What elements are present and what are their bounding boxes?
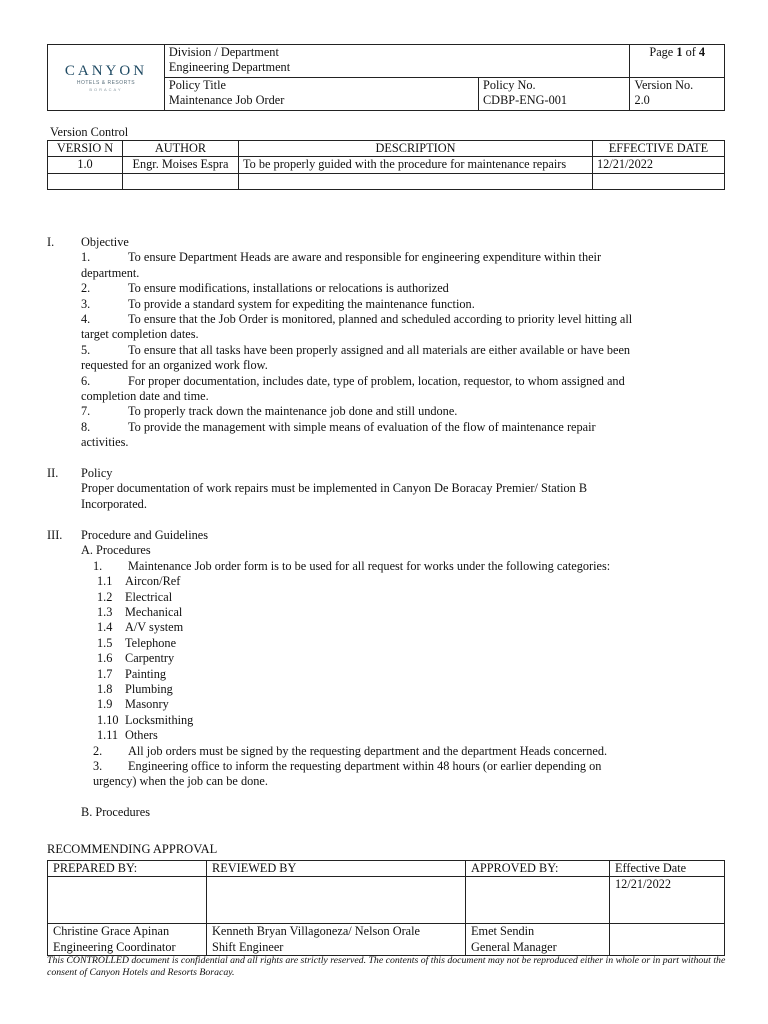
effective-date-value: 12/21/2022 — [610, 877, 725, 924]
category-number: 1.8 — [97, 682, 113, 696]
category-number: 1.6 — [97, 651, 113, 666]
category-label: Painting — [125, 666, 166, 681]
procedure-item-number: 3. — [93, 759, 103, 773]
name-row — [48, 924, 725, 956]
subsection-a-title: A. Procedures — [81, 543, 151, 558]
page-current: 1 — [676, 45, 683, 59]
version-control-label: Version Control — [50, 125, 129, 139]
objective-item-text: requested for an organized work flow. — [81, 358, 268, 373]
category-label: Electrical — [125, 589, 173, 604]
approved-name: Emet Sendin — [471, 924, 535, 939]
category-number: 1.10 — [97, 712, 119, 727]
approval-table — [47, 860, 725, 956]
category-number: 1.9 — [97, 697, 113, 712]
prepared-title: Engineering Coordinator — [53, 939, 176, 954]
section-title: Procedure and Guidelines — [81, 528, 209, 542]
category-label: Plumbing — [125, 682, 173, 696]
confidentiality-notice: This CONTROLLED document is confidential and all rights are strictly reserved. The contents of this document may not be reproduced either in whole or in part without the consent of Canyon Hotels and Resorts Boracay. — [47, 955, 726, 978]
policy-title-cell — [164, 78, 478, 111]
header-version: VERSIO N — [48, 141, 123, 157]
page-total: 4 — [698, 45, 706, 59]
objective-item-text: department. — [81, 265, 140, 280]
objective-item-number: 3. — [81, 296, 91, 311]
category-label: A/V system — [125, 620, 184, 635]
version-cell: 1.0 — [48, 157, 123, 173]
description-cell — [239, 173, 593, 189]
category-number: 1.4 — [97, 620, 113, 635]
approved-by-cell — [466, 924, 610, 956]
category-label: Others — [125, 728, 158, 743]
objective-item-number: 8. — [81, 419, 91, 434]
objective-item-number: 7. — [81, 404, 91, 419]
policy-text-line: Incorporated. — [81, 496, 147, 511]
header-effective-date: EFFECTIVE DATE — [593, 141, 725, 157]
approved-title: General Manager — [471, 939, 557, 954]
category-label: Carpentry — [125, 651, 175, 666]
header-description: DESCRIPTION — [239, 141, 593, 157]
prepared-by-cell — [48, 924, 207, 956]
version-number-label: Version No. — [634, 78, 694, 92]
category-number: 1.5 — [97, 635, 113, 650]
procedure-item-text: Maintenance Job order form is to be used for all request for works under the following categories: — [128, 558, 611, 573]
procedure-item-text: urgency) when the job can be done. — [93, 774, 268, 789]
objective-item-text: To provide a standard system for expediting the maintenance function. — [128, 296, 475, 311]
policy-title-value: Maintenance Job Order — [168, 93, 285, 108]
header-prepared-by: PREPARED BY: — [48, 861, 207, 877]
policy-title-label: Policy Title — [168, 78, 226, 92]
policy-number-value: CDBP-ENG-001 — [482, 93, 568, 108]
objective-item-text: To ensure that the Job Order is monitored, planned and scheduled according to priority level hitting all — [128, 312, 633, 326]
author-cell — [123, 173, 239, 189]
subsection-b-title: B. Procedures — [81, 805, 150, 819]
objective-item-text: To provide the management with simple means of evaluation of the flow of maintenance repair — [128, 419, 596, 434]
category-label: Mechanical — [125, 605, 183, 619]
objective-item-text: activities. — [81, 435, 129, 450]
procedure-item-number: 1. — [93, 558, 103, 573]
page-number-cell — [630, 45, 725, 78]
procedure-item-text: All job orders must be signed by the requesting department and the department Heads concerned. — [128, 743, 608, 758]
category-label: Masonry — [125, 697, 169, 712]
division-label: Division / Department — [168, 45, 279, 59]
recommending-approval-label: RECOMMENDING APPROVAL — [47, 842, 218, 856]
policy-number-label: Policy No. — [482, 78, 536, 92]
objective-item-text: To ensure Department Heads are aware and responsible for engineering expenditure within their — [128, 250, 602, 265]
table-row — [48, 157, 725, 173]
objective-item-text: completion date and time. — [81, 389, 209, 403]
logo-location: BORACAY — [89, 86, 123, 92]
version-control-table — [47, 140, 725, 190]
objective-item-number: 4. — [81, 312, 91, 326]
reviewed-name: Kenneth Bryan Villagoneza/ Nelson Orale — [212, 924, 421, 939]
section-number: II. — [47, 466, 59, 480]
category-label: Aircon/Ref — [125, 574, 181, 589]
section-title: Objective — [81, 235, 129, 249]
approval-header-row — [48, 861, 725, 877]
table-row — [48, 173, 725, 189]
prepared-name: Christine Grace Apinan — [53, 924, 170, 939]
empty-cell — [610, 924, 725, 956]
category-number: 1.11 — [97, 728, 119, 743]
objective-item-number: 1. — [81, 250, 91, 265]
policy-number-cell — [478, 78, 629, 111]
category-number: 1.7 — [97, 666, 113, 681]
section-number: III. — [47, 528, 63, 542]
objective-item-text: To properly track down the maintenance job done and still undone. — [128, 404, 458, 419]
procedure-item-number: 2. — [93, 743, 103, 758]
category-number: 1.1 — [97, 574, 113, 589]
version-control-header-row — [48, 141, 725, 157]
header-approved-by: APPROVED BY: — [466, 861, 610, 877]
procedure-item-text: Engineering office to inform the requesting department within 48 hours (or earlier depending on — [128, 759, 602, 773]
prepared-signature-cell — [48, 877, 207, 924]
page-mid: of — [682, 45, 699, 59]
category-label: Locksmithing — [125, 712, 194, 727]
division-cell — [164, 45, 630, 78]
version-number-cell — [630, 78, 725, 111]
version-cell — [48, 173, 123, 189]
category-number: 1.2 — [97, 589, 113, 604]
objective-item-number: 5. — [81, 342, 91, 357]
reviewed-title: Shift Engineer — [212, 939, 284, 954]
section-number: I. — [47, 235, 55, 249]
page-prefix: Page — [649, 45, 677, 59]
objective-item-text: target completion dates. — [81, 327, 199, 342]
header-author: AUTHOR — [123, 141, 239, 157]
policy-text-line: Proper documentation of work repairs must be implemented in Canyon De Boracay Premier/ Station B — [81, 481, 588, 496]
company-logo — [48, 45, 165, 111]
document-header-table — [47, 44, 725, 111]
description-cell: To be properly guided with the procedure for maintenance repairs — [239, 157, 593, 173]
effective-date-cell: 12/21/2022 — [593, 157, 725, 173]
reviewed-signature-cell — [207, 877, 466, 924]
reviewed-by-cell — [207, 924, 466, 956]
objective-item-number: 2. — [81, 281, 91, 296]
signature-row — [48, 877, 725, 924]
objective-item-number: 6. — [81, 373, 91, 388]
header-reviewed-by: REVIEWED BY — [207, 861, 466, 877]
section-title: Policy — [81, 466, 113, 480]
objective-item-text: To ensure that all tasks have been properly assigned and all materials are either available or have been — [128, 342, 631, 357]
effective-date-cell — [593, 173, 725, 189]
logo-subtitle: HOTELS & RESORTS — [76, 79, 136, 86]
author-cell: Engr. Moises Espra — [123, 157, 239, 173]
division-value: Engineering Department — [168, 60, 291, 75]
approved-signature-cell — [466, 877, 610, 924]
category-number: 1.3 — [97, 605, 113, 619]
objective-item-text: For proper documentation, includes date, type of problem, location, requestor, to whom assigned and — [128, 373, 625, 388]
category-label: Telephone — [125, 635, 177, 650]
objective-item-text: To ensure modifications, installations or relocations is authorized — [128, 281, 449, 296]
version-number-value: 2.0 — [634, 93, 650, 108]
header-effective-date: Effective Date — [610, 861, 725, 877]
logo-wordmark: CANYON — [64, 63, 148, 80]
